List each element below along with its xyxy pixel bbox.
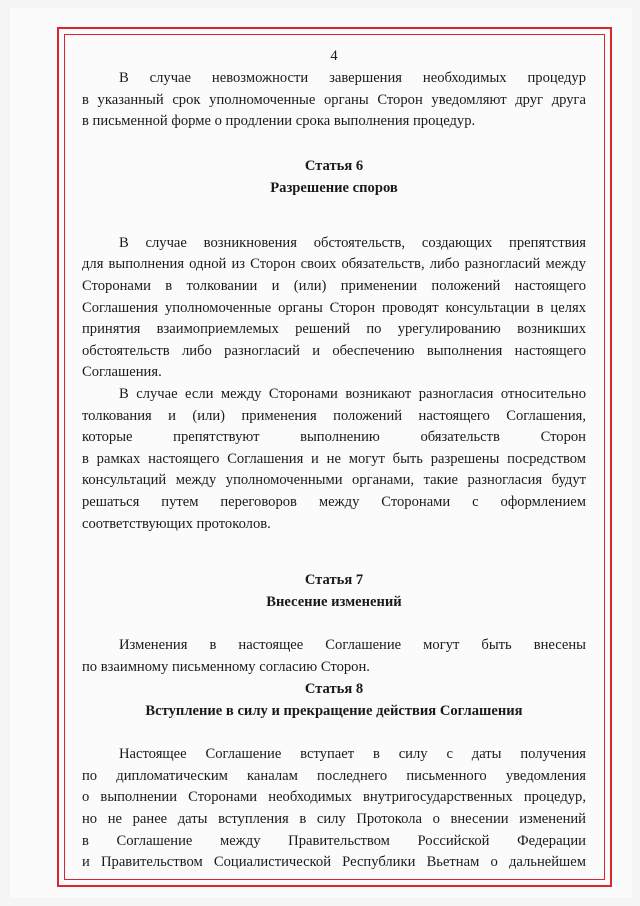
text-line: В случае невозможности завершения необходимых процедур: [119, 70, 586, 86]
text-line: по взаимному письменному согласию Сторон.: [82, 658, 370, 675]
text-line: для выполнения одной из Сторон своих обязательств, либо разногласий между: [82, 256, 586, 273]
text-line: В случае если между Сторонами возникают разногласия относительно: [119, 385, 586, 402]
text-line: по дипломатическим каналам последнего письменного уведомления: [82, 767, 586, 784]
text-line: Изменения в настоящее Соглашение могут быть внесены: [119, 637, 586, 654]
text-line: принятия взаимоприемлемых решений по урегулированию возникших: [82, 321, 586, 338]
text-line: обстоятельств либо разногласий и обеспечению выполнения настоящего: [82, 342, 586, 359]
article-6-title: Статья 6: [304, 157, 364, 174]
text-line: соответствующих протоколов.: [82, 515, 271, 532]
article-8-subtitle: Вступление в силу и прекращение действия Соглашения: [145, 703, 523, 720]
document-body: [82, 44, 586, 874]
text-line: но не ранее даты вступления в силу Протокола о внесении изменений: [82, 811, 586, 828]
page-number: 4: [330, 48, 338, 64]
text-line: решаться путем переговоров между Сторонами с оформлением: [82, 493, 586, 510]
text-line: о выполнении Сторонами необходимых внутригосударственных процедур,: [82, 789, 586, 806]
article-6-paragraph-2: [82, 384, 586, 535]
article-8-paragraph-1: [82, 744, 586, 874]
article-6-subtitle: Разрешение споров: [270, 179, 398, 196]
text-line: в указанный срок уполномоченные органы Сторон уведомляют друг друга: [82, 91, 586, 108]
text-line: в Соглашение между Правительством Российской Федерации: [82, 832, 586, 849]
text-line: и Правительством Социалистической Республики Вьетнам о дальнейшем: [82, 854, 586, 871]
text-line: толкования и (или) применения положений настоящего Соглашения,: [82, 407, 586, 424]
text-line: Соглашения.: [82, 364, 162, 381]
article-7-subtitle: Внесение изменений: [266, 594, 402, 611]
text-line: консультаций между уполномоченными органами, такие разногласия будут: [82, 472, 586, 489]
article-7-title: Статья 7: [304, 572, 364, 589]
text-line: Сторонами в толковании и (или) применении положений настоящего: [82, 277, 586, 294]
text-line: Настоящее Соглашение вступает в силу с даты получения: [119, 746, 586, 763]
text-line: в рамках настоящего Соглашения и не могут быть разрешены посредством: [82, 450, 586, 467]
paragraph-procedures-extension: [82, 68, 586, 133]
text-line: Соглашения уполномоченные органы Сторон проводят консультации в целях: [82, 299, 586, 316]
article-6-paragraph-1: [82, 233, 586, 384]
article-7-paragraph-1: [82, 635, 586, 678]
text-line: которые препятствуют выполнению обязательств Сторон: [82, 429, 586, 446]
article-8-title: Статья 8: [304, 681, 364, 698]
text-line: в письменной форме о продлении срока выполнения процедур.: [82, 113, 476, 130]
text-line: В случае возникновения обстоятельств, создающих препятствия: [119, 234, 586, 251]
